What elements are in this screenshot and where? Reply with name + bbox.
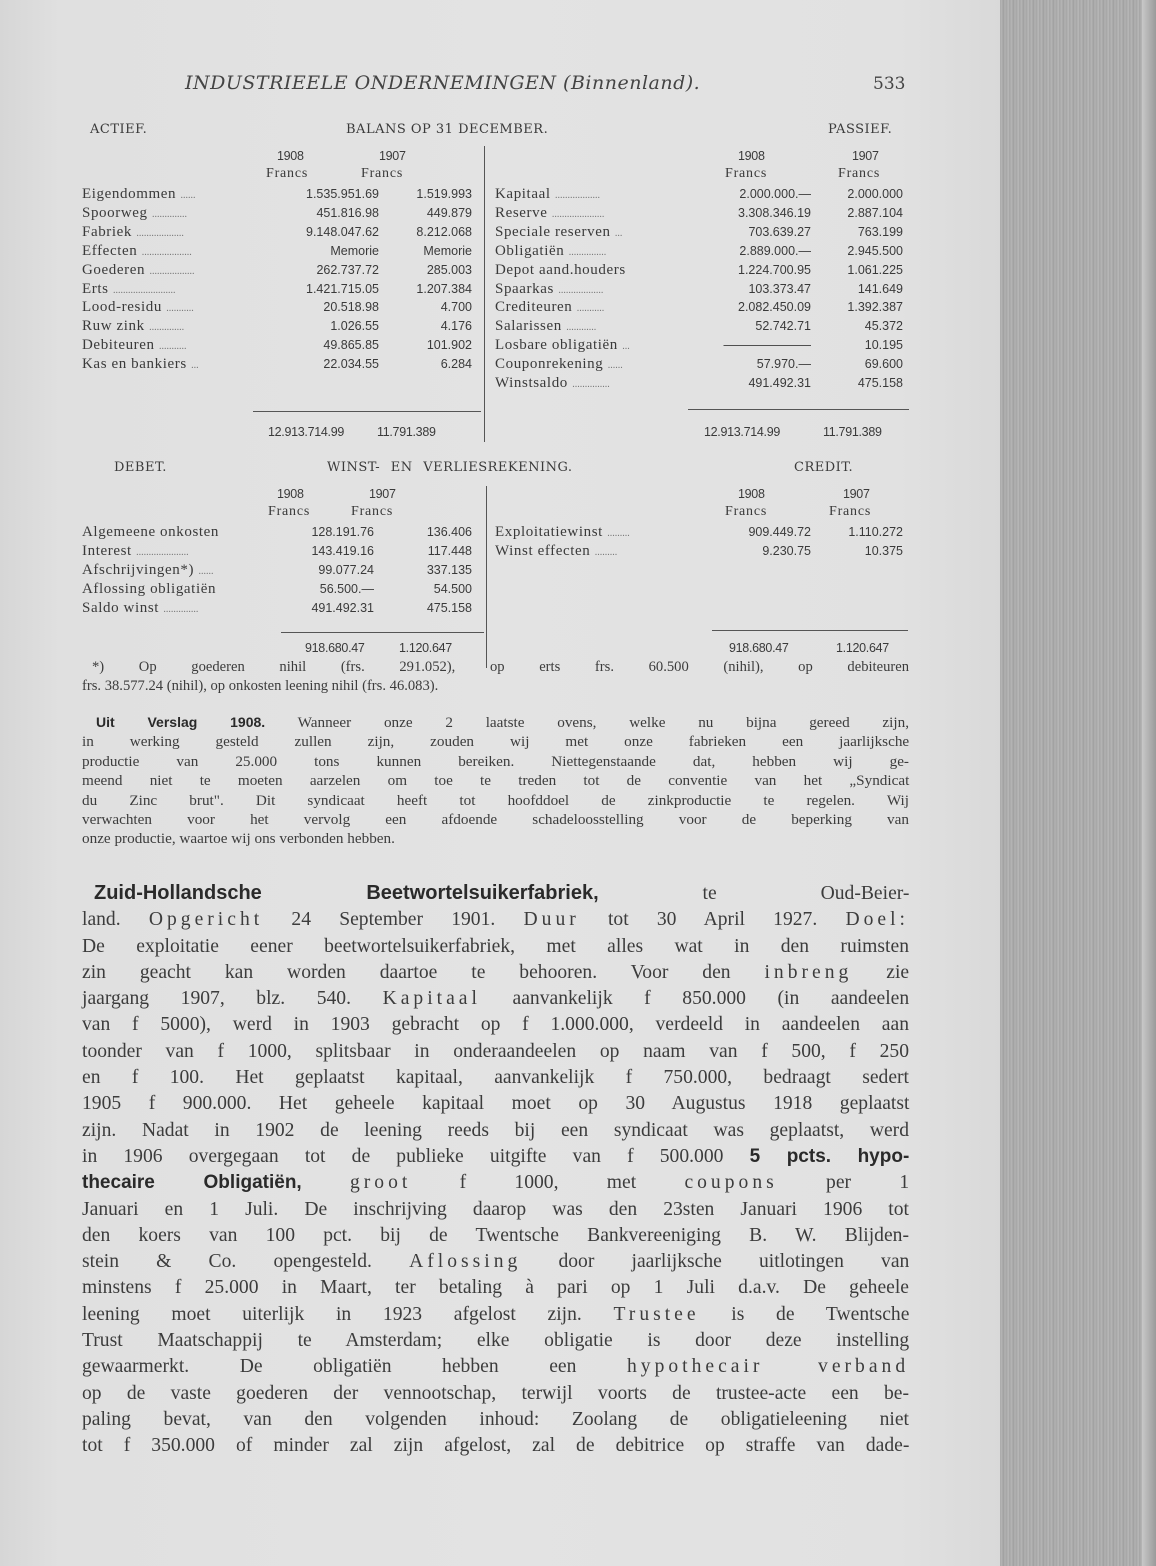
entry-line: van f 5000), werd in 1903 gebracht op f 1.000.000, verdeeld in aandeelen aan <box>82 1014 909 1036</box>
label-text: Afschrijvingen*) <box>82 561 195 578</box>
leader-dots: ............... <box>572 379 610 390</box>
entry-line: Januari en 1 Juli. De inschrijving daarop was den 23sten Januari 1906 tot <box>82 1198 909 1220</box>
value-1908: 22.034.55 <box>323 357 379 372</box>
entry-line: tot f 350.000 of minder zal zijn afgelost, zal de debitrice op straffe van dade- <box>82 1435 910 1457</box>
entry-line: paling bevat, van den volgenden inhoud: Zoolang de obligatieleening niet <box>82 1408 909 1430</box>
value-1908: 1.421.715.05 <box>306 281 379 296</box>
keyword-aflossing: Aflossing <box>409 1251 522 1273</box>
passief-total-1907: 11.791.389 <box>823 425 882 439</box>
passief-row <box>495 335 909 355</box>
debet-year-1907: 1907 <box>369 487 396 501</box>
footnote-line: frs. 38.577.24 (nihil), op onkosten leening nihil (frs. 46.083). <box>82 678 439 694</box>
value-1908: 52.742.71 <box>755 319 811 334</box>
bond-title: 5 pcts. hypo- <box>749 1145 910 1167</box>
value-1907: 475.158 <box>857 376 903 390</box>
value-1908: 262.737.72 <box>316 262 379 277</box>
leader-dots: ... <box>614 227 623 239</box>
entry-text: per 1 <box>777 1172 910 1194</box>
page-edges <box>1000 0 1156 1566</box>
actief-year-1907: 1907 <box>379 149 406 163</box>
entry-line: en f 100. Het geplaatst kapitaal, aanvankelijk f 750.000, bedraagt sedert <box>82 1067 909 1089</box>
actief-row <box>82 335 478 355</box>
keyword-trustee: Trustee <box>613 1303 700 1325</box>
actief-row <box>82 184 478 204</box>
leader-dots: ..................... <box>551 208 605 220</box>
keyword-doel: Doel: <box>845 909 909 931</box>
company-name: Zuid-Hollandsche Beetwortelsuikerfabriek, <box>94 882 599 904</box>
debet-total-1908: 918.680.47 <box>305 641 365 655</box>
entry-text: is de Twentsche <box>699 1303 910 1325</box>
entry-text: leening moet uiterlijk in 1923 afgelost zijn. <box>82 1303 614 1325</box>
passief-row <box>495 184 909 204</box>
running-title: INDUSTRIEELE ONDERNEMINGEN (Binnenland). <box>185 72 701 94</box>
value-1908: 909.449.72 <box>748 525 811 539</box>
label-text: Effecten <box>82 242 138 259</box>
value-1907: 2.000.000 <box>847 187 903 201</box>
passief-total-1908: 12.913.714.99 <box>704 425 781 439</box>
value-1907: 285.003 <box>426 262 472 277</box>
leader-dots: ............ <box>566 322 597 334</box>
label-text: Ruw zink <box>82 318 145 335</box>
label-text: Erts <box>82 280 109 297</box>
actief-row <box>82 222 478 242</box>
value-1908: 451.816.98 <box>316 205 379 220</box>
leader-dots: .................. <box>554 190 600 201</box>
report-excerpt <box>82 713 909 849</box>
label-text: Eigendommen <box>82 186 177 202</box>
keyword-kapitaal: Kapitaal <box>382 988 481 1010</box>
entry-line: 1905 f 900.000. Het geheele kapitaal moet op 30 Augustus 1918 geplaatst <box>82 1093 910 1115</box>
passief-heading: PASSIEF. <box>828 122 893 137</box>
entry-line: den koers van 100 pct. bij de Twentsche Bankvereeniging B. W. Blijden- <box>82 1224 909 1246</box>
debet-row <box>82 541 478 561</box>
credit-year-1908: 1908 <box>738 487 765 501</box>
passief-row <box>495 373 909 393</box>
value-1908: 9.148.047.62 <box>306 224 379 239</box>
passief-row <box>495 354 909 374</box>
entry-text: land. <box>82 909 149 931</box>
report-lead: Uit Verslag 1908. <box>96 714 266 730</box>
label-text: Crediteuren <box>495 299 573 316</box>
value-1908: 99.077.24 <box>318 562 374 577</box>
passief-row <box>495 260 909 280</box>
value-1907: 101.902 <box>426 338 472 353</box>
value-1908: 9.230.75 <box>762 543 811 558</box>
passief-currency-1908: Francs <box>725 166 768 181</box>
value-1907: 337.135 <box>426 562 472 577</box>
value-1907: 475.158 <box>426 600 472 615</box>
value-1908: 56.500.— <box>319 581 374 596</box>
label-text: Saldo winst <box>82 599 160 616</box>
entry-text: 24 September 1901. <box>263 909 524 931</box>
value-1908: 49.865.85 <box>323 338 379 353</box>
report-line: meend niet te moeten aarzelen om toe te treden tot de conventie van het „Syndicat <box>82 772 910 790</box>
row-label <box>495 541 617 563</box>
label-text: Aflossing obligatiën <box>82 580 217 597</box>
passief-year-1908: 1908 <box>738 149 765 163</box>
report-line: verwachten voor het vervolg een afdoende schadeloosstelling voor de beperking van <box>82 811 909 829</box>
value-1907: 2.945.500 <box>847 243 903 258</box>
value-1907: 136.406 <box>426 525 472 539</box>
label-text: Spaarkas <box>495 280 554 297</box>
report-line: productie van 25.000 tons kunnen bereiken. Niettegenstaande dat, hebben wij ge- <box>82 752 909 770</box>
passief-total-rule <box>688 409 909 410</box>
value-1907: Memorie <box>423 243 472 258</box>
keyword-inbreng: inbreng <box>764 961 853 983</box>
value-1908: ——————— <box>723 338 811 353</box>
value-1907: 1.110.272 <box>848 525 903 539</box>
label-text: Couponrekening <box>495 356 604 373</box>
credit-currency-1908: Francs <box>725 504 768 519</box>
entry-text: f 1000, met <box>411 1172 685 1194</box>
passief-row <box>495 316 909 336</box>
value-1908: 103.373.47 <box>748 281 811 296</box>
debet-total-1907: 1.120.647 <box>399 641 452 655</box>
label-text: Fabriek <box>82 223 133 240</box>
value-1907: 1.392.387 <box>847 300 903 315</box>
leader-dots: ...... <box>180 190 196 201</box>
value-1907: 1.061.225 <box>847 262 903 277</box>
value-1908: 1.535.951.69 <box>306 187 379 201</box>
value-1907: 449.879 <box>426 205 472 220</box>
value-1907: 1.207.384 <box>416 281 472 296</box>
row-label <box>82 598 198 620</box>
entry-text: in 1906 overgegaan tot de publieke uitgifte van f 500.000 <box>82 1145 750 1167</box>
label-text: Interest <box>82 542 132 559</box>
debet-row <box>82 598 478 618</box>
value-1907: 2.887.104 <box>847 205 903 220</box>
actief-currency-1908: Francs <box>266 166 309 181</box>
label-text: Kas en bankiers <box>82 356 187 373</box>
keyword-hypothecair-verband: hypothecair verband <box>626 1356 910 1378</box>
footnote-line: *) Op goederen nihil (frs. 291.052), op erts frs. 60.500 (nihil), op debiteuren <box>92 659 910 675</box>
actief-year-1908: 1908 <box>277 149 304 163</box>
passief-row <box>495 279 909 299</box>
leader-dots: ......... <box>607 528 630 539</box>
entry-text: tot 30 April 1927. <box>579 909 846 931</box>
label-text: Spoorweg <box>82 204 148 221</box>
label-text: Salarissen <box>495 318 562 335</box>
actief-row <box>82 203 478 223</box>
leader-dots: ... <box>191 360 199 372</box>
value-1907: 45.372 <box>864 319 903 334</box>
actief-total-rule <box>253 411 481 412</box>
profit-loss-divider <box>486 486 487 668</box>
debet-row <box>82 560 478 580</box>
actief-row <box>82 241 478 261</box>
value-1908: 1.224.700.95 <box>738 262 811 277</box>
keyword-coupons: coupons <box>684 1172 778 1194</box>
label-text: Lood-residu <box>82 299 162 316</box>
debet-row <box>82 579 478 599</box>
passief-row <box>495 203 909 223</box>
leader-dots: ..................... <box>136 546 189 558</box>
label-text: Goederen <box>82 261 146 278</box>
actief-row <box>82 316 478 336</box>
label-text: Reserve <box>495 204 548 221</box>
entry-text: gewaarmerkt. De obligatiën hebben een <box>82 1356 627 1378</box>
value-1907: 54.500 <box>433 581 472 596</box>
bond-title: thecaire Obligatiën, <box>82 1172 302 1194</box>
passief-year-1907: 1907 <box>852 149 879 163</box>
value-1908: 491.492.31 <box>748 376 811 390</box>
debet-currency-1907: Francs <box>351 504 394 519</box>
value-1907: 6.284 <box>440 357 472 372</box>
leader-dots: .............. <box>152 208 187 220</box>
balance-divider <box>484 146 485 442</box>
value-1908: 703.639.27 <box>748 224 811 239</box>
passief-row <box>495 241 909 261</box>
actief-total-1908: 12.913.714.99 <box>268 425 345 439</box>
actief-row <box>82 260 478 280</box>
leader-dots: .............. <box>163 603 199 615</box>
entry-line: toonder van f 1000, splitsbaar in onderaandeelen op naam van f 500, f 250 <box>82 1040 909 1062</box>
value-1907: 10.375 <box>864 543 903 558</box>
report-line: du Zinc brut". Dit syndicaat heeft tot hoofddoel de zinkproductie te regelen. Wij <box>82 791 909 809</box>
leader-dots: ............... <box>568 246 607 258</box>
keyword-duur: Duur <box>523 909 580 931</box>
credit-total-1908: 918.680.47 <box>729 641 789 655</box>
value-1908: 128.191.76 <box>311 525 374 539</box>
report-line: in werking gesteld zullen zijn, zouden wij met onze fabrieken een jaarlijksche <box>82 733 910 751</box>
entry-text: jaargang 1907, blz. 540. <box>82 988 383 1010</box>
leader-dots: ........... <box>576 303 605 315</box>
debet-heading: DEBET. <box>114 460 167 475</box>
actief-currency-1907: Francs <box>361 166 404 181</box>
leader-dots: .................... <box>141 246 192 258</box>
label-text: Winst effecten <box>495 542 591 559</box>
value-1908: Memorie <box>330 243 379 258</box>
value-1907: 69.600 <box>864 357 903 372</box>
leader-dots: ... <box>622 341 630 353</box>
page-number: 533 <box>873 74 906 94</box>
entry-line: minstens f 25.000 in Maart, ter betaling à pari op 1 Juli d.a.v. De geheele <box>82 1277 909 1299</box>
leader-dots: ......... <box>594 546 618 558</box>
footnote <box>82 658 909 696</box>
debet-total-rule <box>281 632 484 633</box>
leader-dots: ...... <box>198 565 214 577</box>
balance-title: BALANS OP 31 DECEMBER. <box>346 122 549 137</box>
value-1907: 10.195 <box>864 338 903 353</box>
entry-line: op de vaste goederen der vennootschap, terwijl voorts de trustee-acte een be- <box>82 1382 909 1404</box>
value-1907: 4.176 <box>440 319 472 334</box>
leader-dots: ................... <box>136 227 184 239</box>
value-1907: 117.448 <box>427 543 472 558</box>
label-text: Debiteuren <box>82 337 155 354</box>
credit-total-1907: 1.120.647 <box>836 641 889 655</box>
value-1907: 141.649 <box>857 281 903 296</box>
actief-total-1907: 11.791.389 <box>377 425 436 439</box>
credit-heading: CREDIT. <box>794 460 854 475</box>
value-1908: 143.419.16 <box>311 543 374 558</box>
debet-row <box>82 522 478 542</box>
value-1908: 2.000.000.— <box>739 187 811 201</box>
value-1908: 2.889.000.— <box>739 243 811 258</box>
leader-dots: ........... <box>166 303 194 315</box>
actief-row <box>82 354 478 374</box>
actief-row <box>82 297 478 317</box>
entry-text: te Oud-Beier- <box>598 883 910 904</box>
value-1908: 3.308.346.19 <box>738 205 811 220</box>
credit-currency-1907: Francs <box>829 504 872 519</box>
entry-line: De exploitatie eener beetwortelsuikerfabriek, met alles wat in den ruimsten <box>82 935 909 957</box>
report-line: Wanneer onze 2 laatste ovens, welke nu bijna gereed zijn, <box>265 714 909 731</box>
entry-line: Trust Maatschappij te Amsterdam; elke obligatie is door deze instelling <box>82 1330 910 1352</box>
value-1908: 1.026.55 <box>330 319 379 334</box>
row-label <box>495 373 610 395</box>
debet-currency-1908: Francs <box>268 504 311 519</box>
leader-dots: ........... <box>159 341 187 353</box>
entry-text: zie <box>852 961 910 983</box>
label-text: Algemeene onkosten <box>82 524 220 540</box>
leader-dots: .............. <box>149 322 185 334</box>
passief-currency-1907: Francs <box>838 166 881 181</box>
value-1908: 20.518.98 <box>323 300 379 315</box>
entry-text: zin geacht kan worden daartoe te behooren. Voor den <box>82 961 765 983</box>
credit-year-1907: 1907 <box>843 487 870 501</box>
label-text: Obligatiën <box>495 242 565 259</box>
value-1908: 2.082.450.09 <box>738 300 811 315</box>
value-1907: 763.199 <box>857 224 903 239</box>
value-1907: 8.212.068 <box>416 224 472 239</box>
profit-loss-title: WINST- EN VERLIESREKENING. <box>327 460 573 475</box>
leader-dots: ...... <box>607 360 623 372</box>
credit-row <box>495 541 909 561</box>
credit-row <box>495 522 909 542</box>
row-label <box>82 354 199 376</box>
actief-row <box>82 279 478 299</box>
keyword-opgericht: Opgericht <box>148 909 264 931</box>
entry-text: door jaarlijksche uitlotingen van <box>521 1251 910 1273</box>
label-text: Depot aand.houders <box>495 261 626 278</box>
leader-dots: ......................... <box>112 284 176 296</box>
value-1908: 491.492.31 <box>311 600 374 615</box>
passief-row <box>495 222 909 242</box>
value-1907: 1.519.993 <box>416 187 472 201</box>
leader-dots: .................. <box>149 265 195 277</box>
label-text: Winstsaldo <box>495 375 568 391</box>
value-1908: 57.970.— <box>756 357 811 372</box>
passief-row <box>495 297 909 317</box>
label-text: Losbare obligatiën <box>495 337 618 354</box>
value-1907: 4.700 <box>440 300 472 315</box>
label-text: Kapitaal <box>495 186 551 202</box>
company-entry <box>82 880 909 1460</box>
keyword-groot: groot <box>349 1172 412 1194</box>
actief-heading: ACTIEF. <box>90 122 148 137</box>
label-text: Exploitatiewinst <box>495 524 603 540</box>
report-line: onze productie, waartoe wij ons verbonden hebben. <box>82 830 395 848</box>
entry-text: aanvankelijk f 850.000 (in aandeelen <box>480 988 910 1010</box>
entry-text: stein & Co. opengesteld. <box>82 1251 410 1273</box>
label-text: Speciale reserven <box>495 223 611 240</box>
entry-line: zijn. Nadat in 1902 de leening reeds bij een syndicaat was geplaatst, werd <box>82 1119 909 1141</box>
credit-total-rule <box>712 630 908 631</box>
debet-year-1908: 1908 <box>277 487 304 501</box>
leader-dots: .................. <box>558 284 604 296</box>
